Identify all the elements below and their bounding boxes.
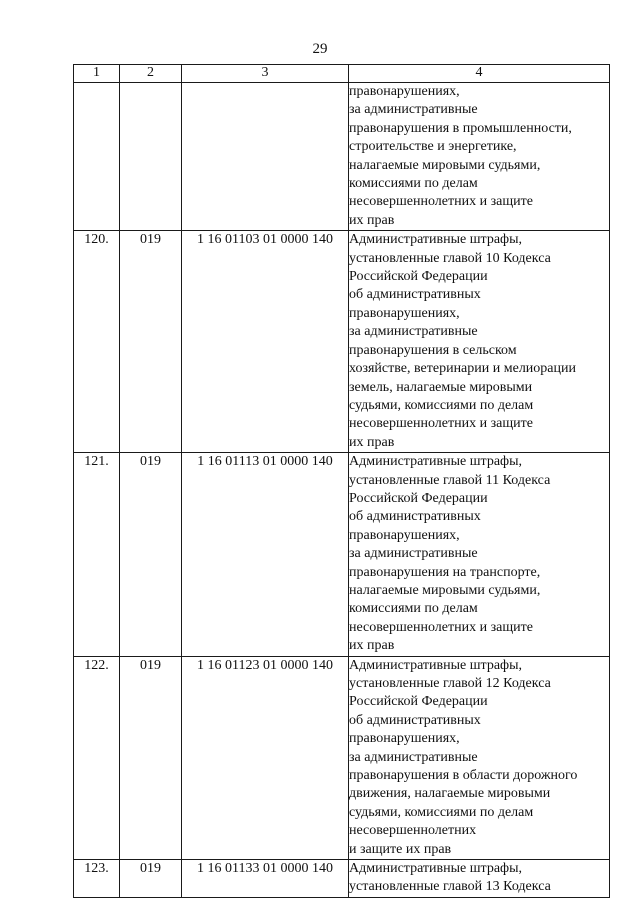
description-line: правонарушения на транспорте, — [349, 564, 541, 580]
column-header-1: 1 — [74, 65, 120, 83]
budget-classification-code-cell — [182, 83, 349, 231]
description-line: за административные — [349, 546, 478, 562]
description-line: налагаемые мировыми судьями, — [349, 582, 541, 598]
description-line: их прав — [349, 434, 395, 450]
description-line: несовершеннолетних и защите — [349, 619, 533, 635]
column-header-4: 4 — [349, 65, 610, 83]
description-line: за административные — [349, 102, 478, 118]
description-line: установленные главой 12 Кодекса — [349, 676, 551, 691]
description-line: Административные штрафы, — [349, 232, 523, 248]
description-line: несовершеннолетних и защите — [349, 416, 533, 432]
administrator-code-cell: 019 — [120, 860, 182, 898]
row-number-cell — [74, 83, 120, 231]
page-number: 29 — [312, 41, 328, 57]
row-number-cell: 123. — [74, 860, 120, 898]
description-cell — [349, 453, 610, 656]
budget-classification-code-cell: 1 16 01133 01 0000 140 — [182, 860, 349, 898]
description-line: хозяйстве, ветеринарии и мелиорации — [349, 361, 576, 377]
table-body — [74, 83, 610, 898]
description-line: несовершеннолетних — [349, 823, 477, 839]
description-line: Российской Федерации — [349, 694, 488, 710]
column-header-3: 3 — [182, 65, 349, 83]
row-number-cell: 122. — [74, 656, 120, 859]
description-line: их прав — [349, 638, 395, 654]
description-line: их прав — [349, 212, 395, 228]
description-line: правонарушениях, — [349, 84, 460, 99]
description-line: правонарушения в промышленности, — [349, 120, 572, 136]
description-line: за административные — [349, 749, 478, 765]
description-line: строительстве и энергетике, — [349, 139, 517, 155]
table-row — [74, 83, 610, 231]
description-line: Российской Федерации — [349, 490, 488, 506]
description-line: комиссиями по делам — [349, 176, 478, 192]
budget-classification-code-cell: 1 16 01103 01 0000 140 — [182, 231, 349, 453]
description-line: судьями, комиссиями по делам — [349, 397, 534, 413]
description-line: установленные главой 11 Кодекса — [349, 472, 551, 488]
description-line: правонарушения в сельском — [349, 342, 517, 358]
row-number-cell: 120. — [74, 231, 120, 453]
description-line: Российской Федерации — [349, 269, 488, 285]
table-row — [74, 453, 610, 656]
administrator-code-cell — [120, 83, 182, 231]
description-line: налагаемые мировыми судьями, — [349, 157, 541, 173]
description-line: установленные главой 10 Кодекса — [349, 250, 551, 266]
column-header-2: 2 — [120, 65, 182, 83]
description-line: комиссиями по делам — [349, 601, 478, 617]
administrator-code-cell: 019 — [120, 231, 182, 453]
description-line: правонарушениях, — [349, 527, 460, 543]
table-row — [74, 860, 610, 898]
description-line: об административных — [349, 712, 481, 728]
description-line: об административных — [349, 287, 481, 303]
description-line: правонарушениях, — [349, 305, 460, 321]
budget-classification-code-cell: 1 16 01123 01 0000 140 — [182, 656, 349, 859]
description-cell — [349, 656, 610, 859]
description-line: Административные штрафы, — [349, 454, 523, 470]
revenue-codes-table — [73, 64, 610, 898]
table-row — [74, 656, 610, 859]
description-line: несовершеннолетних и защите — [349, 194, 533, 210]
administrator-code-cell: 019 — [120, 453, 182, 656]
administrator-code-cell: 019 — [120, 656, 182, 859]
column-number-row — [74, 65, 610, 83]
table-row — [74, 231, 610, 453]
description-cell — [349, 83, 610, 231]
description-cell — [349, 860, 610, 898]
budget-classification-code-cell: 1 16 01113 01 0000 140 — [182, 453, 349, 656]
row-number-cell: 121. — [74, 453, 120, 656]
description-line: об административных — [349, 509, 481, 525]
description-line: судьями, комиссиями по делам — [349, 804, 534, 820]
description-line: Административные штрафы, — [349, 861, 523, 877]
description-line: Административные штрафы, — [349, 657, 523, 673]
description-line: и защите их прав — [349, 841, 452, 857]
description-line: земель, налагаемые мировыми — [349, 379, 533, 395]
description-line: за административные — [349, 324, 478, 340]
description-line: правонарушениях, — [349, 731, 460, 747]
description-line: движения, налагаемые мировыми — [349, 786, 551, 802]
description-cell — [349, 231, 610, 453]
description-line: правонарушения в области дорожного — [349, 768, 578, 784]
description-line: установленные главой 13 Кодекса — [349, 879, 551, 895]
